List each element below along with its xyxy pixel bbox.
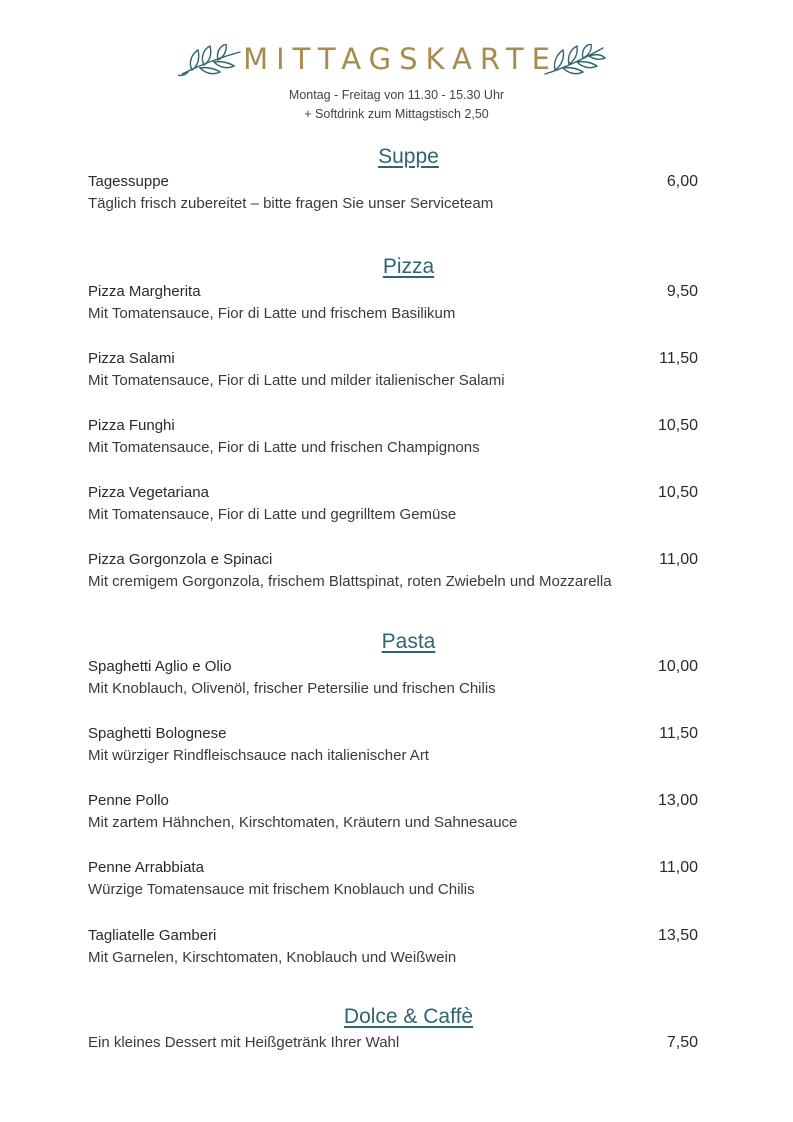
item-description: Mit Tomatensauce, Fior di Latte und milder italienischer Salami: [88, 372, 505, 389]
item-price: 11,50: [659, 350, 698, 367]
item-description: Mit Tomatensauce, Fior di Latte und gegrilltem Gemüse: [88, 506, 457, 523]
item-price: 9,50: [666, 283, 698, 300]
opening-hours: Montag - Freitag von 11.30 - 15.30 Uhr: [288, 88, 505, 102]
item-name: Tagessuppe: [88, 173, 169, 190]
item-price: 10,50: [657, 417, 698, 434]
item-description: Mit zartem Hähnchen, Kirschtomaten, Kräutern und Sahnesauce: [88, 814, 518, 831]
item-price: 11,50: [659, 725, 698, 742]
item-price: 10,00: [657, 658, 698, 675]
item-price: 6,00: [666, 173, 698, 190]
item-price: 11,00: [659, 859, 698, 876]
section-title-suppe: Suppe: [378, 145, 439, 168]
item-price: 11,00: [659, 551, 698, 568]
item-name: Pizza Vegetariana: [88, 484, 209, 501]
menu-title: MITTAGSKARTE: [243, 42, 558, 76]
item-name: Pizza Salami: [88, 350, 175, 367]
softdrink-offer: + Softdrink zum Mittagstisch 2,50: [304, 107, 489, 121]
item-name: Tagliatelle Gamberi: [88, 927, 217, 944]
item-name: Pizza Margherita: [88, 283, 201, 300]
item-description: Mit Knoblauch, Olivenöl, frischer Petersilie und frischen Chilis: [88, 680, 496, 697]
item-name: Spaghetti Bolognese: [88, 725, 227, 742]
item-name: Penne Arrabbiata: [88, 859, 204, 876]
item-description: Würzige Tomatensauce mit frischem Knoblauch und Chilis: [88, 881, 475, 898]
item-description: Ein kleines Dessert mit Heißgetränk Ihrer Wahl: [88, 1034, 400, 1051]
item-description: Mit würziger Rindfleischsauce nach italienischer Art: [88, 747, 429, 764]
olive-branch-right-icon: [543, 44, 607, 78]
item-name: Pizza Funghi: [88, 417, 175, 434]
item-price: 7,50: [666, 1034, 698, 1051]
item-name: Pizza Gorgonzola e Spinaci: [88, 551, 273, 568]
section-title-dolce: Dolce & Caffè: [343, 1005, 474, 1028]
item-description: Mit Tomatensauce, Fior di Latte und frischem Basilikum: [88, 305, 456, 322]
item-name: Penne Pollo: [88, 792, 169, 809]
menu-header: [0, 40, 793, 80]
item-description: Mit cremigem Gorgonzola, frischem Blattspinat, roten Zwiebeln und Mozzarella: [88, 573, 612, 590]
item-description: Mit Garnelen, Kirschtomaten, Knoblauch und Weißwein: [88, 949, 457, 966]
item-description: Täglich frisch zubereitet – bitte fragen Sie unser Serviceteam: [88, 195, 494, 212]
item-name: Spaghetti Aglio e Olio: [88, 658, 232, 675]
section-title-pasta: Pasta: [381, 630, 436, 653]
item-price: 10,50: [657, 484, 698, 501]
item-price: 13,50: [657, 927, 698, 944]
item-price: 13,00: [657, 792, 698, 809]
item-description: Mit Tomatensauce, Fior di Latte und frischen Champignons: [88, 439, 480, 456]
section-title-pizza: Pizza: [382, 255, 435, 278]
